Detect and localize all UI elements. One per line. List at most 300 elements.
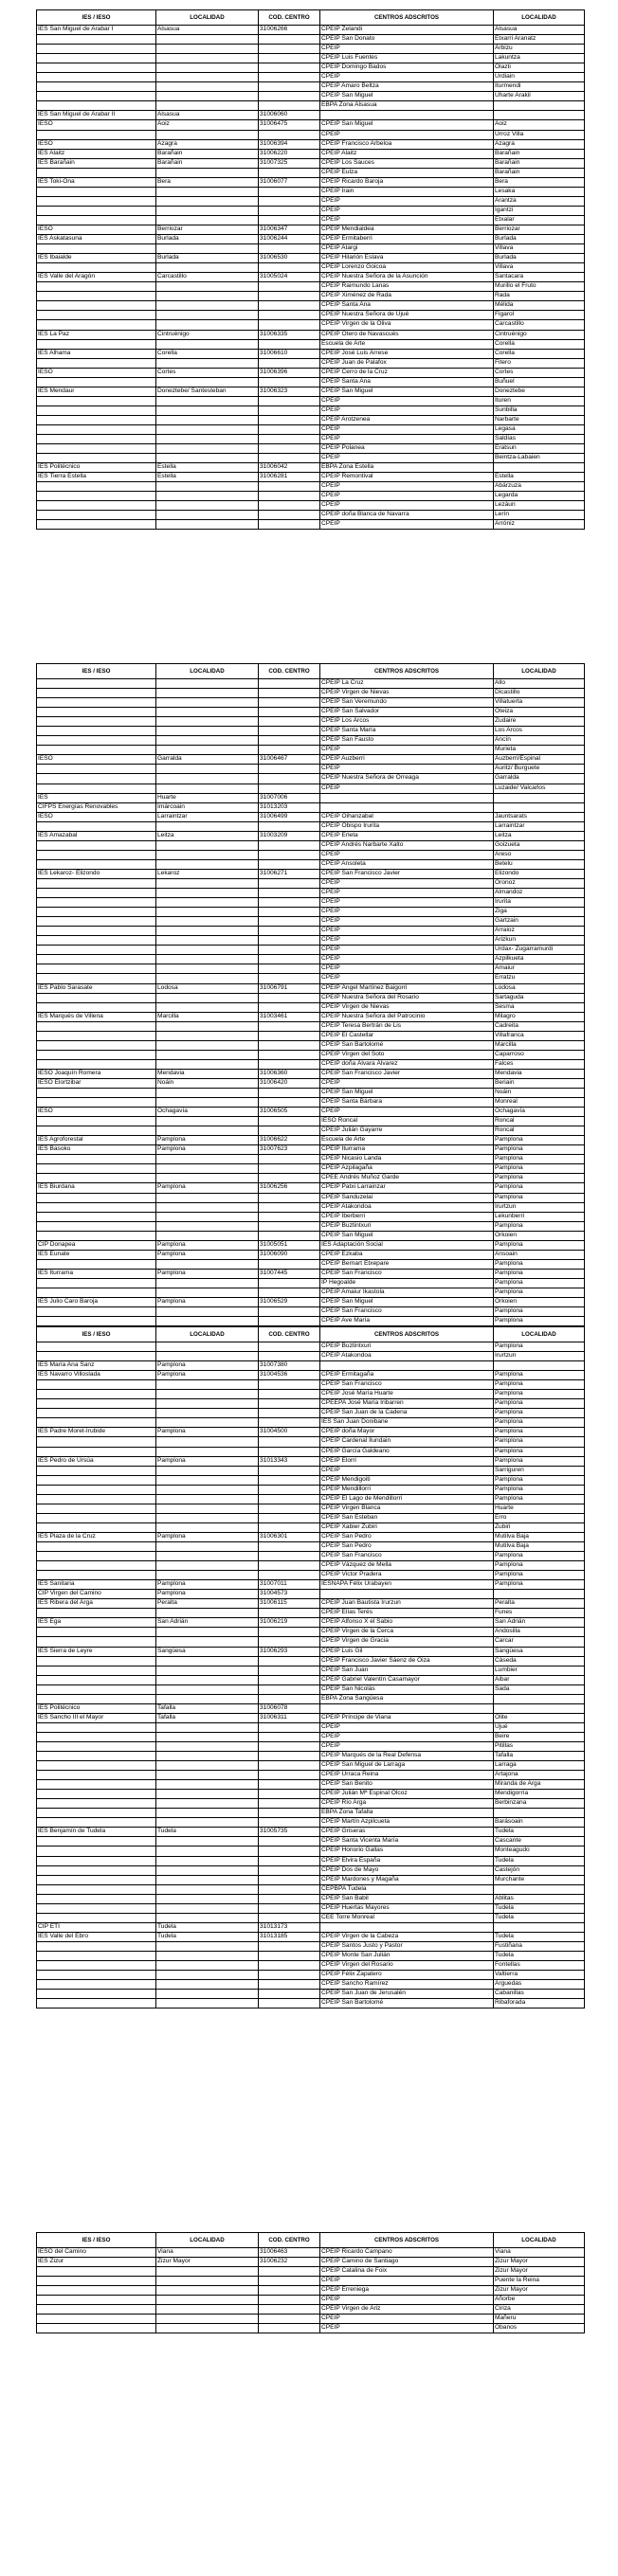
table-cell: Barañain [156, 149, 259, 158]
table-cell: Carcastillo [494, 320, 585, 330]
table-cell: CPEIP Iberberri [320, 1212, 494, 1221]
table-cell [156, 1485, 259, 1494]
table-cell: CPEIP San Pedro [320, 1541, 494, 1551]
table-cell [37, 1202, 156, 1212]
table-cell [37, 1980, 156, 1990]
column-header: LOCALIDAD [156, 10, 259, 26]
table-cell [156, 1552, 259, 1561]
table-cell: Cáseda [494, 1656, 585, 1666]
table-cell [156, 320, 259, 330]
table-cell: Roncal [494, 1126, 585, 1136]
table-cell: IESO [37, 1108, 156, 1117]
table-cell [37, 1999, 156, 2009]
table-cell: CPEIP Xabier Zubiri [320, 1522, 494, 1532]
table-cell: Pamplona [494, 1221, 585, 1231]
table-cell: IES Tierra Estella [37, 473, 156, 482]
table-cell [156, 746, 259, 755]
table-cell: 31007011 [259, 1580, 320, 1590]
table-cell [320, 1703, 494, 1713]
table-cell: Marcilla [156, 1012, 259, 1021]
table-cell [156, 1221, 259, 1231]
table-cell [156, 511, 259, 520]
table-cell [259, 45, 320, 54]
table-cell: CPEIP [320, 405, 494, 415]
table-row [37, 1145, 585, 1155]
table-cell: Estella [494, 473, 585, 482]
table-row [37, 679, 585, 689]
table-cell: IES Alhama [37, 349, 156, 358]
table-cell: CPEIP Oihanzabal [320, 812, 494, 821]
table-cell [156, 1780, 259, 1790]
table-row [37, 1117, 585, 1126]
table-cell: Iturmendi [494, 82, 585, 92]
table-cell [494, 1361, 585, 1371]
table-cell [37, 435, 156, 444]
table-cell [37, 405, 156, 415]
table-cell: CPEIP San Miguel [320, 1231, 494, 1240]
table-cell [259, 1259, 320, 1269]
table-cell: Tudela [494, 1856, 585, 1865]
table-cell: IES Pedro de Ursúa [37, 1456, 156, 1466]
column-header: IES / IESO [37, 10, 156, 26]
table-cell: Pamplona [494, 1561, 585, 1571]
table-cell: Arraioz [494, 927, 585, 936]
table-row [37, 377, 585, 387]
table-row [37, 311, 585, 320]
table-cell: CPEIP San Francisco [320, 1269, 494, 1278]
table-cell: Amaiur [494, 964, 585, 974]
table-row [37, 1183, 585, 1193]
table-cell [259, 1865, 320, 1875]
table-cell: 31004573 [259, 1590, 320, 1599]
table-cell [156, 936, 259, 946]
table-cell: 31006281 [259, 473, 320, 482]
table-row [37, 1164, 585, 1174]
table-cell [259, 717, 320, 727]
table-cell [37, 1399, 156, 1409]
table-cell: Oronoz [494, 878, 585, 888]
table-cell: Andosilla [494, 1628, 585, 1637]
table-cell [259, 993, 320, 1002]
table-cell: Los Arcos [494, 727, 585, 736]
table-cell: 31006499 [259, 812, 320, 821]
table-cell [259, 1342, 320, 1352]
table-row [37, 1174, 585, 1183]
table-cell: Zudaire [494, 717, 585, 727]
table-cell [259, 1903, 320, 1913]
table-cell [156, 1741, 259, 1751]
table-cell [37, 689, 156, 698]
table-cell [156, 482, 259, 492]
table-cell: IES Barañain [37, 158, 156, 168]
table-cell [37, 821, 156, 831]
table-cell [259, 927, 320, 936]
table-cell: Villafranca [494, 1031, 585, 1040]
table-cell: Monreal [494, 1098, 585, 1108]
table-cell [259, 1675, 320, 1684]
table-cell [37, 1288, 156, 1298]
table-cell [37, 1317, 156, 1326]
table-header-row [37, 2233, 585, 2248]
table-cell: San Adrián [494, 1618, 585, 1628]
table-cell: Pamplona [494, 1390, 585, 1399]
table-cell [156, 501, 259, 511]
table-row [37, 1371, 585, 1380]
table-cell: IES Lekaroz- Elizondo [37, 869, 156, 878]
table-cell [37, 964, 156, 974]
table-cell [259, 1571, 320, 1580]
table-cell: Ochagavía [494, 1108, 585, 1117]
table-row [37, 1155, 585, 1164]
table-cell [494, 463, 585, 473]
table-row [37, 368, 585, 377]
table-cell: CPEIP [320, 1466, 494, 1475]
table-cell: CPEIP San Miguel de Larraga [320, 1761, 494, 1771]
table-cell [156, 1409, 259, 1418]
table-cell: CPEIP [320, 936, 494, 946]
table-cell: Zubiri [494, 1522, 585, 1532]
table-cell: Tafalla [156, 1703, 259, 1713]
table-cell: CPEIP [320, 73, 494, 82]
table-row [37, 774, 585, 784]
table-cell [259, 311, 320, 320]
table-cell [494, 1884, 585, 1894]
table-cell: IESO [37, 812, 156, 821]
table-cell [156, 1089, 259, 1098]
table-cell: Pamplona [494, 1342, 585, 1352]
table-cell: CPEIP [320, 520, 494, 530]
table-cell [37, 1193, 156, 1202]
table-cell: Tafalla [156, 1713, 259, 1722]
table-row [37, 717, 585, 727]
table-cell: Urroz Villa [494, 130, 585, 139]
table-cell [37, 1307, 156, 1317]
table-cell [259, 1485, 320, 1494]
table-cell: Beintza-Labaien [494, 454, 585, 463]
table-cell: CPEIP Nuestra Señora del Rosario [320, 993, 494, 1002]
table-cell [156, 1466, 259, 1475]
table-cell: Almandoz [494, 889, 585, 898]
table-row [37, 225, 585, 234]
table-cell [37, 1609, 156, 1618]
table-cell: Mutilva Baja [494, 1532, 585, 1541]
table-cell [37, 850, 156, 859]
table-cell: CPEIP Erreniega [320, 2286, 494, 2296]
table-cell [156, 1913, 259, 1922]
table-row [37, 424, 585, 434]
table-row [37, 1656, 585, 1666]
table-cell: Gartzain [494, 917, 585, 927]
table-row [37, 405, 585, 415]
table-cell [156, 1040, 259, 1050]
column-header: LOCALIDAD [156, 1327, 259, 1342]
table-cell [156, 774, 259, 784]
table-cell: 31004500 [259, 1428, 320, 1437]
table-cell: Pamplona [494, 1278, 585, 1288]
table-cell: Lakuntza [494, 54, 585, 63]
table-cell [259, 1212, 320, 1221]
table-cell [37, 1809, 156, 1818]
table-cell: Ansoain [494, 1250, 585, 1259]
table-row [37, 2277, 585, 2286]
table-cell [37, 927, 156, 936]
table-cell: CPEIP [320, 955, 494, 964]
table-row [37, 244, 585, 254]
table-cell [259, 396, 320, 405]
table-cell: Mendigorría [494, 1790, 585, 1799]
table-cell: IES Eunate [37, 1250, 156, 1259]
table-cell [259, 1231, 320, 1240]
table-cell [37, 1089, 156, 1098]
table-row [37, 1684, 585, 1694]
table-cell [37, 1485, 156, 1494]
table-cell [156, 1164, 259, 1174]
table-row [37, 168, 585, 177]
table-row [37, 1098, 585, 1108]
table-cell [259, 1694, 320, 1703]
table-cell: Castejón [494, 1865, 585, 1875]
table-cell [259, 1628, 320, 1637]
table-cell [156, 1637, 259, 1647]
table-cell [37, 1494, 156, 1504]
table-row [37, 1618, 585, 1628]
table-row [37, 358, 585, 368]
table-cell [156, 878, 259, 888]
table-cell [259, 1409, 320, 1418]
table-cell [37, 878, 156, 888]
table-cell [156, 1522, 259, 1532]
table-row [37, 35, 585, 45]
table-cell [37, 1475, 156, 1485]
table-cell: IES Navarro Villoslada [37, 1371, 156, 1380]
table-cell: CPEIP Ansoleta [320, 859, 494, 869]
table-cell: Pamplona [494, 1240, 585, 1250]
schools-table [36, 663, 585, 1336]
table-cell [156, 1941, 259, 1951]
table-cell: 31006463 [259, 2248, 320, 2258]
table-cell [259, 511, 320, 520]
table-cell [259, 955, 320, 964]
table-cell [37, 1390, 156, 1399]
table-cell: Pamplona [494, 1475, 585, 1485]
table-cell: CPEIP Amaiur Ikastola [320, 1288, 494, 1298]
table-cell [156, 424, 259, 434]
column-header: IES / IESO [37, 2233, 156, 2248]
table-cell: IESO Elortzibar [37, 1078, 156, 1088]
table-row [37, 1278, 585, 1288]
schools-table [36, 9, 585, 530]
table-cell [37, 320, 156, 330]
table-cell [156, 339, 259, 349]
table-row [37, 111, 585, 120]
table-cell: Huarte [494, 1504, 585, 1513]
table-cell [156, 1809, 259, 1818]
table-cell: CPEIP [320, 898, 494, 908]
table-cell: IESNAPA Félix Urabayen [320, 1580, 494, 1590]
table-row [37, 1040, 585, 1050]
table-cell: CPEIP Ángel Martínez Baigorri [320, 983, 494, 993]
table-row [37, 120, 585, 130]
table-cell: CPEIP [320, 974, 494, 983]
table-cell [37, 1846, 156, 1856]
table-cell [37, 1342, 156, 1352]
table-cell: Pamplona [156, 1428, 259, 1437]
table-cell: CPEIP Dos de Mayo [320, 1865, 494, 1875]
table-cell [259, 936, 320, 946]
table-cell: Viana [494, 2248, 585, 2258]
table-row [37, 454, 585, 463]
table-cell: Goizueta [494, 840, 585, 850]
table-cell: CPEIP San Juan de Jerusalén [320, 1990, 494, 1999]
table-cell: Auritz/ Burguete [494, 765, 585, 774]
table-cell: Tudela [494, 1932, 585, 1941]
table-cell: Monteagudo [494, 1846, 585, 1856]
table-row [37, 2296, 585, 2305]
table-cell: Larraga [494, 1761, 585, 1771]
table-cell: IP Hegoalde [320, 1278, 494, 1288]
table-cell: Peralta [156, 1599, 259, 1609]
table-cell [156, 1799, 259, 1809]
table-cell [259, 1637, 320, 1647]
table-row [37, 54, 585, 63]
table-cell: CPEIP [320, 424, 494, 434]
table-cell [259, 1561, 320, 1571]
table-cell: Garralda [156, 755, 259, 765]
table-cell [37, 244, 156, 254]
table-cell: CPEIP [320, 45, 494, 54]
table-cell: CPEIP Martín Azpilcueta [320, 1818, 494, 1828]
table-row [37, 1409, 585, 1418]
table-cell [156, 1202, 259, 1212]
table-row [37, 727, 585, 736]
table-cell: Caparroso [494, 1050, 585, 1059]
table-cell [156, 1999, 259, 2009]
table-cell [156, 1628, 259, 1637]
table-cell: 31006394 [259, 139, 320, 149]
table-cell [37, 1447, 156, 1456]
table-cell: CPEIP Virgen de la Oliva [320, 320, 494, 330]
table-cell [156, 1380, 259, 1390]
table-cell: CPEIP [320, 206, 494, 215]
table-cell: Escuela de Arte [320, 339, 494, 349]
table-cell: IESO [37, 755, 156, 765]
table-cell [37, 1059, 156, 1069]
table-cell: CPEIP Santos Justo y Pastor [320, 1941, 494, 1951]
table-row [37, 1990, 585, 1999]
table-cell: 31006293 [259, 1647, 320, 1656]
table-cell: Fustiñana [494, 1941, 585, 1951]
table-cell [156, 1875, 259, 1884]
table-cell: Pamplona [156, 1183, 259, 1193]
table-cell: 31006467 [259, 755, 320, 765]
table-cell: CIFPS Energías Renovables [37, 802, 156, 812]
table-cell [156, 1571, 259, 1580]
table-cell [37, 130, 156, 139]
table-cell: Sartaguda [494, 993, 585, 1002]
column-header: COD. CENTRO [259, 2233, 320, 2248]
table-cell [259, 501, 320, 511]
table-cell [37, 1952, 156, 1961]
table-row [37, 1380, 585, 1390]
table-cell [259, 292, 320, 301]
table-cell [37, 1541, 156, 1551]
table-row [37, 1628, 585, 1637]
table-cell: Escuela de Arte [320, 1136, 494, 1145]
table-cell: CPEIP Mendigoiti [320, 1475, 494, 1485]
table-row [37, 1961, 585, 1971]
table-cell [259, 1390, 320, 1399]
table-cell [259, 282, 320, 292]
table-cell: Barañain [494, 158, 585, 168]
table-row [37, 1818, 585, 1828]
table-row [37, 339, 585, 349]
table-cell: 31007380 [259, 1361, 320, 1371]
table-cell [494, 1694, 585, 1703]
table-cell: CPEIP San Juan [320, 1666, 494, 1675]
table-cell: CIP Virgen del Camino [37, 1590, 156, 1599]
table-cell: CPEIP [320, 1741, 494, 1751]
table-cell: Estella [156, 463, 259, 473]
table-cell [156, 1117, 259, 1126]
table-cell [494, 793, 585, 802]
table-cell: Sada [494, 1684, 585, 1694]
table-cell: CPEIP Monte San Julián [320, 1952, 494, 1961]
column-header: LOCALIDAD [494, 2233, 585, 2248]
table-cell: Barañain [156, 158, 259, 168]
table-cell [156, 1317, 259, 1326]
table-cell: IESO Roncal [320, 1117, 494, 1126]
table-cell: Puente la Reina [494, 2277, 585, 2286]
table-cell: Estella [156, 473, 259, 482]
table-row [37, 187, 585, 196]
table-cell: Lezáun [494, 501, 585, 511]
table-cell [37, 282, 156, 292]
table-cell: IESO [37, 225, 156, 234]
table-cell: Dicastillo [494, 689, 585, 698]
table-row [37, 850, 585, 859]
table-row [37, 158, 585, 168]
table-row [37, 1390, 585, 1399]
table-cell [259, 82, 320, 92]
table-cell: Tudela [156, 1932, 259, 1941]
table-cell: CPEIP Urraca Reina [320, 1771, 494, 1780]
table-cell: CPEIP Buztintxuri [320, 1221, 494, 1231]
table-cell: Pamplona [494, 1428, 585, 1437]
table-cell: Pamplona [494, 1317, 585, 1326]
table-row [37, 2315, 585, 2324]
table-cell: Burlada [156, 254, 259, 263]
table-cell: Pamplona [156, 1456, 259, 1466]
table-cell: Urdiain [494, 73, 585, 82]
table-row [37, 1637, 585, 1647]
table-cell [259, 358, 320, 368]
table-cell: CPEIP [320, 501, 494, 511]
table-row [37, 936, 585, 946]
table-row [37, 501, 585, 511]
table-cell: 31006420 [259, 1078, 320, 1088]
table-cell: CPEIP San Miguel [320, 387, 494, 396]
table-cell: CPEIP Amaro Beltza [320, 82, 494, 92]
table-cell: Cintruénigo [494, 330, 585, 339]
table-cell: 31006078 [259, 1703, 320, 1713]
table-cell [320, 1590, 494, 1599]
table-cell: CPEIP Ermitagaña [320, 1371, 494, 1380]
table-cell: IES Iturrama [37, 1269, 156, 1278]
table-cell: Pamplona [494, 1183, 585, 1193]
table-cell [37, 1571, 156, 1580]
table-cell [156, 993, 259, 1002]
table-cell: CPEIP Azpilagaña [320, 1164, 494, 1174]
